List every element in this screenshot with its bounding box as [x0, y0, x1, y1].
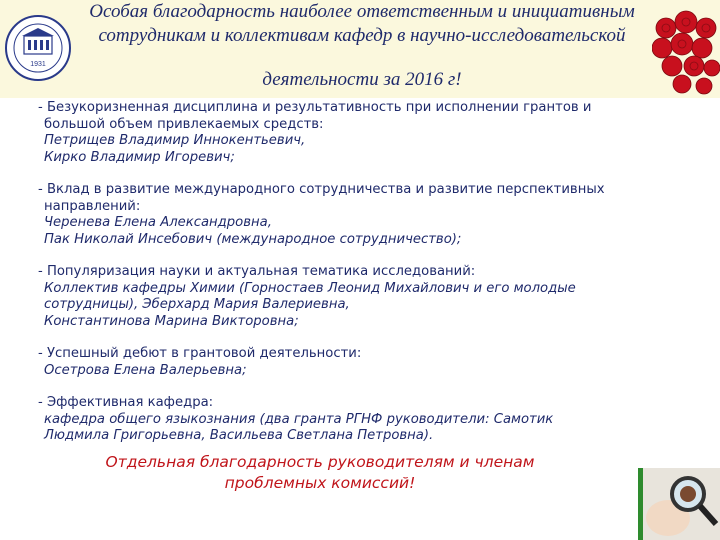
award-recipient-line: Черенева Елена Александровна, [44, 215, 272, 230]
award-recipient-line: Кирко Владимир Игоревич; [44, 149, 235, 165]
footer-line-2: проблемных комиссий! [224, 474, 416, 492]
page-title [62, 0, 662, 92]
award-category-line: - Эффективная кафедра: [38, 395, 214, 410]
award-recipients [38, 133, 678, 166]
award-category-line: направлений: [44, 198, 141, 214]
award-section [38, 182, 678, 248]
title-line-1: Особая благодарность наиболее ответственным и инициативным [89, 1, 635, 22]
title-line-3: деятельности за 2016 г! [262, 69, 462, 90]
award-category-line: - Популяризация науки и актуальная тематика исследований: [38, 264, 476, 279]
award-category-line: - Вклад в развитие международного сотрудничества и развитие перспективных [38, 182, 605, 197]
award-category [38, 395, 678, 412]
logo-year: 1931 [30, 61, 46, 68]
award-category [38, 100, 678, 133]
award-category [38, 264, 678, 281]
award-recipient-line: Осетрова Елена Валерьевна; [44, 362, 247, 378]
award-recipient-line: Петрищев Владимир Иннокентьевич, [44, 133, 306, 148]
award-section [38, 264, 678, 330]
award-recipients [38, 412, 678, 445]
award-recipients [38, 363, 678, 380]
award-recipient-line: кафедра общего языкознания (два гранта РГНФ руководители: Самотик [44, 411, 554, 427]
award-recipient-line: Пак Николай Инсебович (международное сотрудничество); [44, 231, 462, 247]
award-category-line: - Успешный дебют в грантовой деятельности: [38, 346, 362, 361]
award-recipient-line: сотрудницы), Эберхард Мария Валериевна, [44, 297, 350, 312]
award-recipient-line: Константинова Марина Викторовна; [44, 313, 299, 329]
award-category-line: большой объем привлекаемых средств: [44, 116, 324, 132]
title-line-2: сотрудникам и коллективам кафедр в научно-исследовательской [98, 25, 626, 46]
award-recipients [38, 215, 678, 248]
magnifier-image [638, 468, 720, 540]
footer-line-1: Отдельная благодарность руководителям и членам [105, 453, 535, 471]
roses-image [652, 8, 720, 98]
awards-list [38, 100, 678, 461]
award-section [38, 395, 678, 445]
award-recipient-line: Людмила Григорьевна, Васильева Светлана Петровна). [44, 428, 434, 443]
footer-note [90, 452, 550, 494]
award-recipient-line: Коллектив кафедры Химии (Горностаев Леонид Михайлович и его молодые [44, 280, 576, 296]
award-recipients [38, 281, 678, 331]
award-category-line: - Безукоризненная дисциплина и результативность при исполнении грантов и [38, 100, 592, 115]
award-category [38, 182, 678, 215]
award-section [38, 346, 678, 379]
award-section [38, 100, 678, 166]
award-category [38, 346, 678, 363]
